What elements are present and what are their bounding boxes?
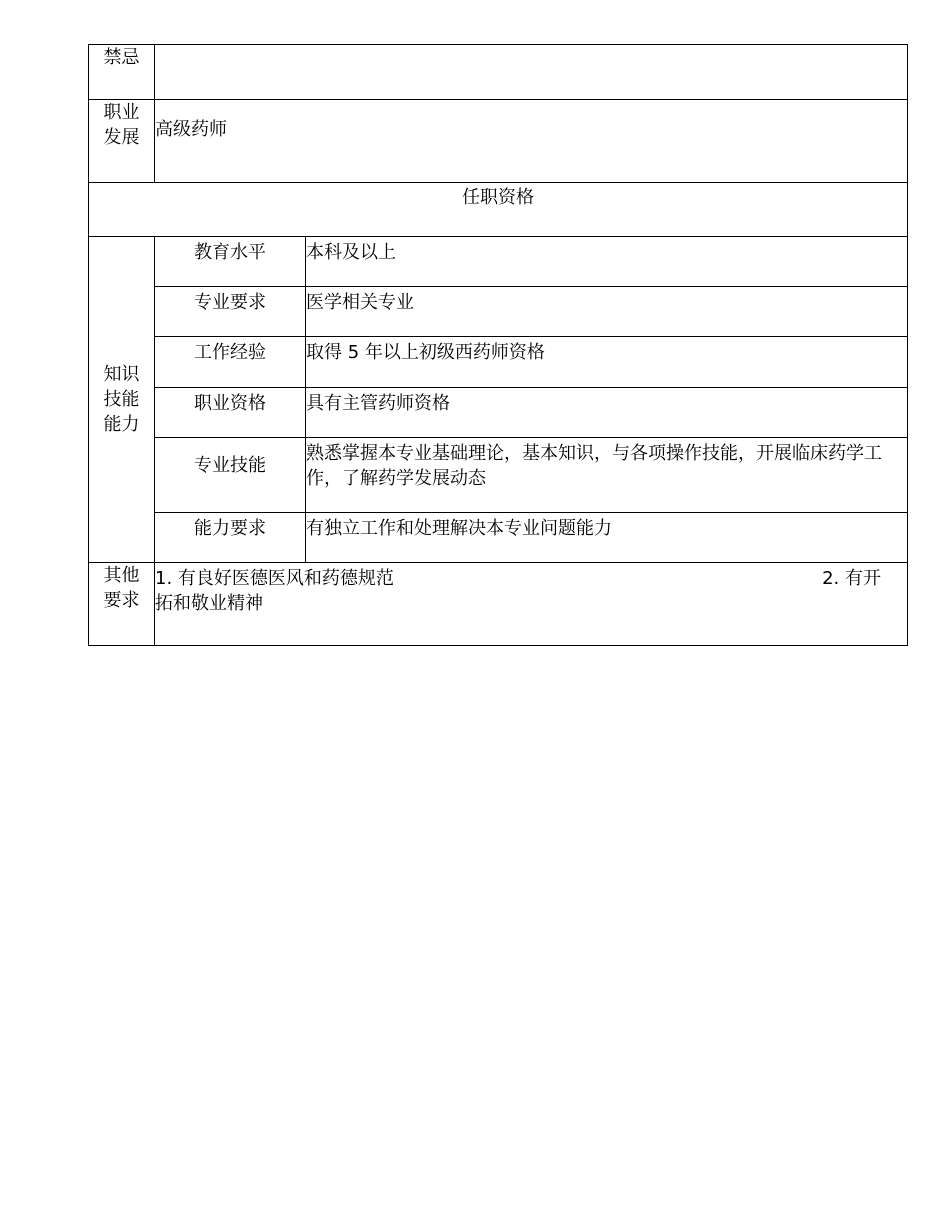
- certification-row: [89, 388, 908, 438]
- experience-value: 取得 5 年以上初级西药师资格: [306, 337, 908, 388]
- skills-value: 熟悉掌握本专业基础理论，基本知识，与各项操作技能，开展临床药学工作，了解药学发展动态: [306, 438, 908, 513]
- skills-row: [89, 438, 908, 513]
- experience-label: 工作经验: [155, 337, 306, 388]
- contraindication-row: [89, 45, 908, 100]
- other-line-1: [155, 566, 903, 591]
- knowledge-label-line-2: 技能: [103, 389, 140, 410]
- knowledge-label-line-3: 能力: [103, 414, 140, 435]
- education-label: 教育水平: [155, 237, 306, 287]
- certification-label: 职业资格: [155, 388, 306, 438]
- major-value: 医学相关专业: [306, 287, 908, 337]
- career-label-line-2: 发展: [103, 127, 140, 148]
- knowledge-row: [89, 237, 908, 287]
- other-item-2-start: 2. 有开: [822, 568, 881, 589]
- other-row: [89, 563, 908, 646]
- major-row: [89, 287, 908, 337]
- other-label: [89, 563, 155, 646]
- knowledge-label-line-1: 知识: [103, 364, 140, 385]
- major-label: 专业要求: [155, 287, 306, 337]
- ability-row: [89, 513, 908, 563]
- career-value: 高级药师: [155, 100, 908, 183]
- experience-row: [89, 337, 908, 388]
- qualification-header-row: [89, 183, 908, 237]
- other-label-line-1: 其他: [103, 565, 140, 586]
- career-label: [89, 100, 155, 183]
- other-label-line-2: 要求: [103, 590, 140, 611]
- other-item-1: 1. 有良好医德医风和药德规范: [155, 568, 394, 589]
- education-value: 本科及以上: [306, 237, 908, 287]
- other-item-2-rest: 拓和敬业精神: [155, 593, 263, 614]
- contraindication-value: [155, 45, 908, 100]
- job-requirements-table: [88, 44, 908, 646]
- ability-label: 能力要求: [155, 513, 306, 563]
- ability-value: 有独立工作和处理解决本专业问题能力: [306, 513, 908, 563]
- qualification-title: 任职资格: [89, 183, 908, 237]
- contraindication-label-text: 禁忌: [103, 47, 140, 68]
- career-label-line-1: 职业: [103, 102, 140, 123]
- career-row: [89, 100, 908, 183]
- contraindication-label: [89, 45, 155, 100]
- knowledge-label: [89, 237, 155, 563]
- skills-label: 专业技能: [155, 438, 306, 513]
- certification-value: 具有主管药师资格: [306, 388, 908, 438]
- other-value: [155, 563, 908, 646]
